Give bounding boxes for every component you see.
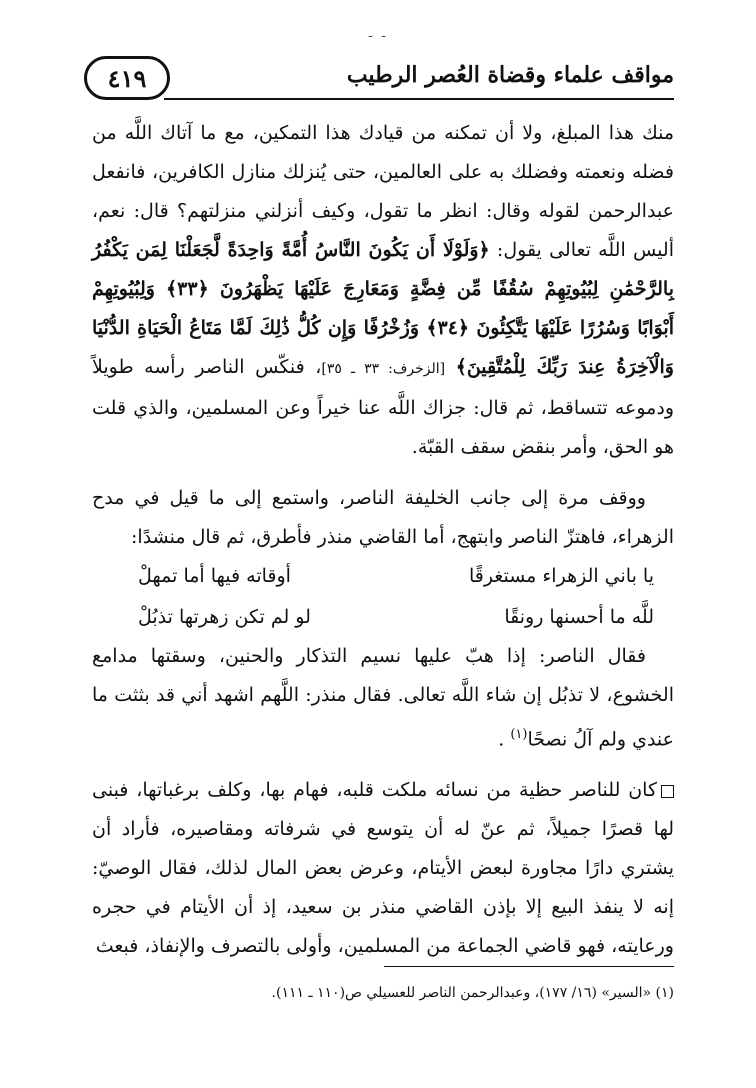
page-header	[92, 58, 674, 98]
hemistich-left: لو لم تكن زهرتها تذبُلْ	[138, 606, 311, 628]
footnote-rule	[384, 966, 674, 967]
paragraph-1-text: منك هذا المبلغ، ولا أن تمكنه من قيادك هذا التمكين، مع ما آتاك اللَّه من فضله ونعمته وفضلك به على العالمين، حتى يُنزلك منازل الكافرين، فانفعل عبدالرحمن لقوله وقال: انظر ما تقول، وكيف أنزلني منزلتهم؟ قال: نعم، أليس اللَّه تعالى يقول:	[92, 122, 674, 261]
paragraph-3-tail: .	[498, 728, 511, 751]
spacer	[92, 759, 674, 771]
poem	[92, 557, 674, 637]
paragraph-4	[92, 771, 674, 966]
poem-line-1	[92, 557, 674, 596]
paragraph-1	[92, 114, 674, 467]
paragraph-4-text: كان للناصر حظية من نسائه ملكت قلبه، فهام بها، وكلف برغباتها، فبنى لها قصرًا جميلاً، ثم عنّ له أن يتوسع في شرفاته ومقاصيره، فأراد أن يشتري دارًا مجاورة لبعض الأيتام، وعرض بعض المال لذلك، فقال الوصيّ: إنه لا ينفذ البيع إلا بإذن القاضي منذر بن سعيد، إذ أن الأيتام في حجره ورعايته، فهو قاضي الجماعة من المسلمين، وأولى بالتصرف والإنفاذ، فبعث	[92, 779, 674, 958]
paragraph-1-end: ، فنكّس الناصر رأسه طويلاً ودموعه تتساقط، ثم قال: جزاك اللَّه عنا خيراً وعن المسلمين، والذي قلت هو الحق، وأمر بنقض سقف القبّة.	[92, 356, 674, 458]
quran-verse: ﴿وَلَوْلَا أَن يَكُونَ النَّاسُ أُمَّةً وَاحِدَةً لَّجَعَلْنَا لِمَن يَكْفُرُ بِالرَّحْمَٰنِ لِبُيُوتِهِمْ سُقُفًا مِّن فِضَّةٍ وَمَعَارِجَ عَلَيْهَا يَظْهَرُونَ ﴿٣٣﴾ وَلِبُيُوتِهِمْ أَبْوَابًا وَسُرُرًا عَلَيْهَا يَتَّكِئُونَ ﴿٣٤﴾ وَزُخْرُفًا وَإِن كُلُّ ذَٰلِكَ لَمَّا مَتَاعُ الْحَيَاةِ الدُّنْيَا وَالْآخِرَةُ عِندَ رَبِّكَ لِلْمُتَّقِينَ﴾	[92, 239, 674, 378]
footnote: (١) «السير» (١٦/ ١٧٧)، وعبدالرحمن الناصر للعسيلي ص(١١٠ ـ ١١١).	[271, 985, 674, 1001]
hemistich-left: أوقاته فيها أما تمهلْ	[138, 565, 291, 587]
verse-reference: [الزخرف: ٣٣ ـ ٣٥]	[321, 361, 446, 377]
spacer	[92, 467, 674, 479]
top-mark: - -	[368, 28, 388, 44]
page-number-badge	[84, 56, 170, 100]
hemistich-right: للَّه ما أحسنها رونقًا	[504, 606, 654, 628]
footnote-marker: (١)	[510, 727, 528, 742]
paragraph-2: ووقف مرة إلى جانب الخليفة الناصر، واستمع إلى ما قيل في مدح الزهراء، فاهتزّ الناصر وابتهج، أما القاضي منذر فأطرق، ثم قال منشدًا:	[92, 487, 674, 548]
poem-line-2	[92, 598, 674, 637]
paragraph-3	[92, 637, 674, 759]
running-title: مواقف علماء وقضاة العُصر الرطيب	[346, 62, 674, 88]
header-rule	[164, 98, 674, 100]
section-box-icon	[661, 785, 674, 798]
paragraph-3-text: فقال الناصر: إذا هبّ عليها نسيم التذكار والحنين، وسقتها مدامع الخشوع، لا تذبُل إن شاء اللَّه تعالى. فقال منذر: اللَّهم اشهد أني قد بثثت ما عندي ولم آلُ نصحًا	[92, 645, 674, 751]
hemistich-right: يا باني الزهراء مستغرقًا	[468, 565, 654, 587]
main-text	[92, 114, 674, 966]
page-number: ٤١٩	[107, 63, 147, 93]
